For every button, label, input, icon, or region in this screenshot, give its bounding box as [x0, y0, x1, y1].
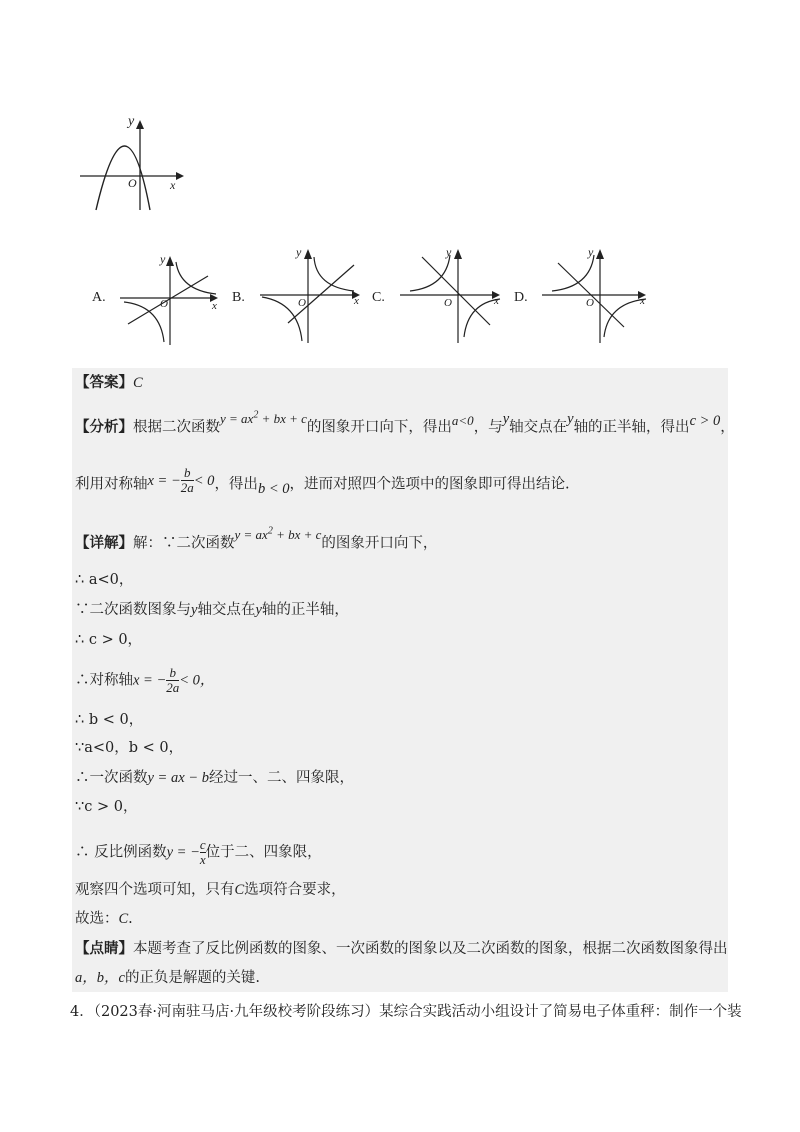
detail-text: ∴对称轴 — [75, 672, 133, 689]
option-c-y: y — [446, 245, 452, 259]
answer-tag: 【答案】 — [75, 374, 133, 391]
detail-y: y — [255, 602, 262, 618]
detail-text: ∴ 反比例函数 — [75, 844, 167, 861]
detail-text: 的图象开口向下， — [321, 535, 438, 552]
detail-text: 解：∵二次函数 — [133, 535, 235, 552]
option-d-y: y — [588, 245, 594, 259]
detail-text: 位于二、四象限， — [205, 844, 322, 861]
analysis-y: y — [567, 411, 574, 428]
analysis-text: 轴交点在 — [509, 419, 568, 436]
analysis-cond: a<0 — [451, 413, 474, 429]
analysis-line-1: 【分析】根据二次函数$y = ax^2$ + bx + c的图象开口向下，得出a<0，与y轴交点在y轴的正半轴，得出c > 0， — [75, 410, 735, 436]
frac-den: 2a — [180, 480, 194, 495]
option-a-letter[interactable]: A. — [92, 290, 106, 305]
option-c-x: x — [494, 295, 499, 307]
next-question: 4．（2023春·河南驻马店·九年级校考阶段练习）某综合实践活动小组设计了简易电子体重秤：制作一个装 — [70, 1004, 742, 1020]
detail-text: 轴交点在 — [197, 602, 256, 618]
analysis-tag: 【分析】 — [75, 418, 133, 436]
detail-y: y — [191, 602, 198, 618]
option-a-o: O — [160, 298, 168, 310]
analysis-text: ，得出 — [214, 476, 258, 493]
analysis-eq: y = ax — [220, 411, 254, 427]
analysis-cond: c > 0 — [689, 413, 721, 430]
y-axis-label: y — [128, 114, 135, 129]
option-c-letter[interactable]: C. — [372, 290, 385, 305]
analysis-line-2 — [75, 465, 570, 499]
analysis-text: ，与 — [473, 419, 503, 436]
analysis-cond: b < 0 — [257, 480, 290, 497]
option-b-o: O — [298, 297, 306, 309]
detail-line-2: ∴ a<0， — [75, 572, 134, 588]
option-c-graph[interactable] — [398, 243, 508, 348]
detail-choice: C — [234, 882, 245, 898]
analysis-text: ，进而对照四个选项中的图象即可得出结论. — [289, 476, 570, 493]
comment-text: 的正负是解题的关键. — [124, 970, 261, 986]
answer-line — [75, 373, 143, 393]
detail-line-4: ∴ c > 0， — [75, 632, 143, 648]
detail-line-3 — [75, 600, 349, 620]
option-a-y: y — [160, 252, 166, 266]
comment-text: 本题考查了反比例函数的图象、一次函数的图象以及二次函数的图象，根据二次函数图象得出 — [133, 941, 728, 957]
comment-line-1 — [75, 939, 728, 959]
option-d-x: x — [640, 295, 645, 307]
analysis-text: 根据二次函数 — [133, 419, 220, 436]
option-a-graph[interactable] — [118, 250, 228, 350]
detail-text: ∴一次函数 — [75, 770, 148, 786]
detail-text: 轴的正半轴， — [261, 602, 349, 618]
analysis-text: ， — [720, 419, 735, 436]
detail-text: 观察四个选项可知，只有 — [75, 882, 235, 898]
detail-line-1: 【详解】解：∵二次函数$y = ax^2$ + bx + c的图象开口向下， — [75, 526, 438, 552]
frac-num: b — [169, 665, 177, 680]
frac-num: c — [199, 837, 206, 852]
detail-text: . — [128, 911, 133, 927]
analysis-text: 利用对称轴 — [75, 476, 148, 493]
analysis-axis: x = − — [147, 472, 181, 489]
option-d-graph[interactable] — [540, 243, 655, 348]
detail-text: ∵二次函数图象与 — [75, 602, 191, 618]
analysis-axis: < 0 — [193, 472, 215, 489]
detail-text: 故选： — [75, 911, 119, 927]
option-d-letter[interactable]: D. — [514, 290, 528, 305]
comment-tag: 【点睛】 — [75, 940, 133, 957]
detail-line-9: ∵c > 0， — [75, 799, 138, 815]
analysis-text: 的图象开口向下，得出 — [306, 419, 452, 436]
detail-eq-b: + bx + c — [272, 527, 322, 543]
detail-line-7: ∵a<0，b < 0， — [75, 740, 184, 756]
detail-text: 选项符合要求， — [244, 882, 346, 898]
detail-eq: y = ax — [234, 527, 268, 543]
detail-axis: < 0， — [179, 672, 215, 689]
detail-line-10 — [75, 838, 322, 867]
answer-value: C — [133, 375, 143, 391]
option-b-y: y — [296, 245, 302, 259]
detail-text: 经过一、二、四象限， — [208, 770, 354, 786]
option-c-o: O — [444, 297, 452, 309]
x-axis-label: x — [170, 178, 176, 192]
analysis-text: 轴的正半轴，得出 — [573, 419, 690, 436]
detail-axis: x = − — [133, 672, 167, 689]
frac-num: b — [184, 465, 191, 480]
comment-vars: a，b，c — [75, 970, 125, 986]
option-b-graph[interactable] — [258, 243, 368, 348]
analysis-y: y — [502, 411, 510, 428]
detail-choice: C — [118, 911, 129, 927]
parabola-graph — [78, 112, 188, 212]
analysis-eq-b: + bx + c — [258, 411, 307, 427]
detail-eq: y = ax − b — [147, 770, 209, 786]
origin-label: O — [128, 176, 137, 190]
detail-line-12 — [75, 909, 133, 929]
frac-den: x — [199, 852, 206, 867]
frac-den: 2a — [166, 680, 180, 695]
option-b-letter[interactable]: B. — [232, 290, 245, 305]
detail-line-11 — [75, 880, 346, 900]
detail-tag: 【详解】 — [75, 534, 133, 552]
option-d-o: O — [586, 297, 594, 309]
detail-axis: y = − — [166, 844, 200, 861]
detail-line-6: ∴ b < 0， — [75, 712, 144, 728]
detail-line-8 — [75, 768, 354, 788]
option-a-x: x — [212, 300, 217, 312]
comment-line-2 — [75, 968, 260, 988]
option-b-x: x — [354, 295, 359, 307]
detail-line-5 — [75, 666, 214, 695]
